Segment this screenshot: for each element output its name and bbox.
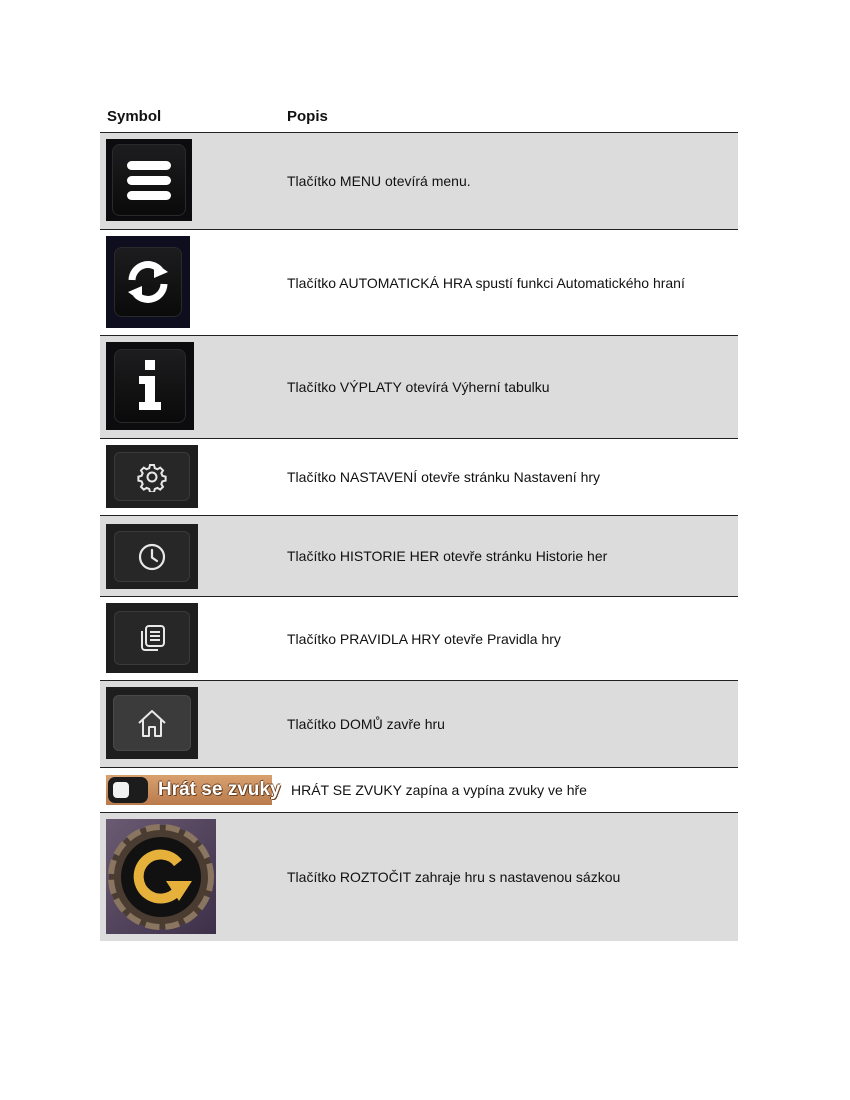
row-description: Tlačítko NASTAVENÍ otevře stránku Nastavení hry (287, 469, 601, 485)
row-description: Tlačítko AUTOMATICKÁ HRA spustí funkci Automatického hraní (287, 274, 685, 291)
gear-icon (106, 445, 198, 508)
clock-icon (106, 524, 198, 589)
autoplay-icon (106, 236, 190, 328)
table-row-spin (100, 813, 738, 941)
header-symbol: Symbol (107, 108, 162, 125)
row-description: Tlačítko DOMŮ zavře hru (287, 716, 445, 732)
table-row-home (100, 681, 738, 768)
row-description: Tlačítko VÝPLATY otevírá Výherní tabulku (287, 379, 550, 395)
toggle-switch (108, 777, 148, 803)
spin-icon (106, 819, 216, 934)
table-row-rules (100, 597, 738, 681)
row-description: HRÁT SE ZVUKY zapína a vypína zvuky ve hře (291, 782, 587, 798)
table-row-paytable (100, 336, 738, 439)
symbol-table (100, 100, 738, 941)
table-header (100, 100, 738, 133)
table-row-sound (100, 768, 738, 813)
table-row-history (100, 516, 738, 597)
row-description: Tlačítko ROZTOČIT zahraje hru s nastavenou sázkou (287, 869, 621, 885)
row-description: Tlačítko PRAVIDLA HRY otevře Pravidla hry (287, 630, 561, 647)
table-row-menu (100, 133, 738, 230)
row-description: Tlačítko MENU otevírá menu. (287, 173, 471, 189)
header-description: Popis (287, 108, 328, 125)
table-row-settings (100, 439, 738, 516)
table-row-autoplay (100, 230, 738, 336)
sound-toggle-icon (106, 775, 281, 805)
menu-icon (106, 139, 192, 221)
home-icon (106, 687, 198, 759)
row-description: Tlačítko HISTORIE HER otevře stránku Historie her (287, 548, 608, 564)
info-icon (106, 342, 194, 430)
sound-toggle-label: Hrát se zvuky (158, 779, 281, 800)
rules-icon (106, 603, 198, 673)
